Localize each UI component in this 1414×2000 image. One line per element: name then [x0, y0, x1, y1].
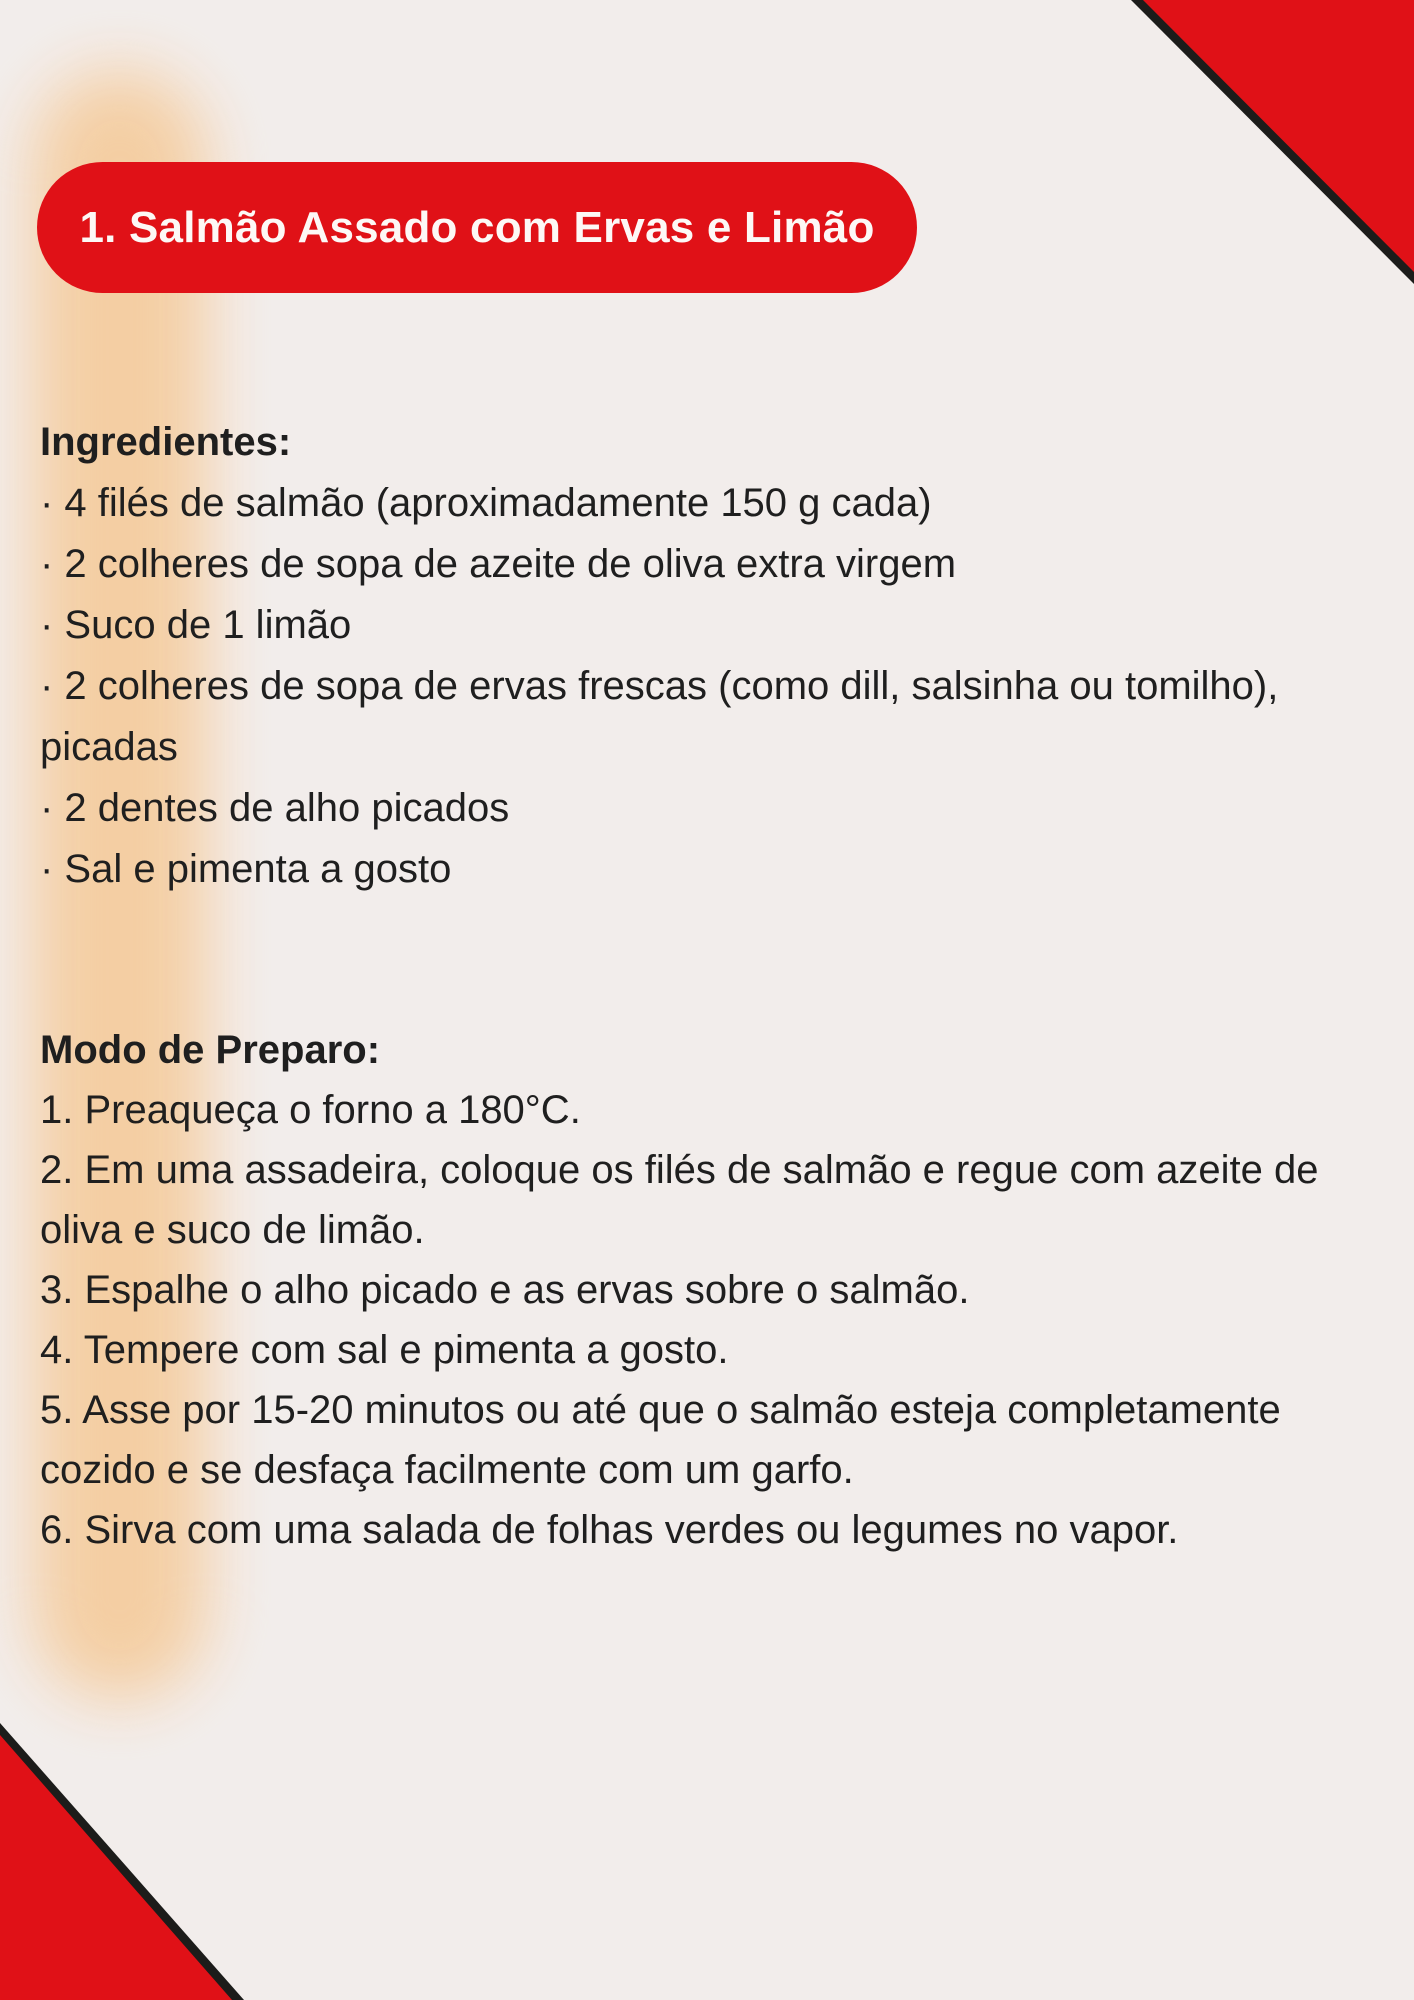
bottom-left-corner-decoration	[0, 1710, 260, 2000]
step-line: 3. Espalhe o alho picado e as ervas sobre o salmão.	[40, 1268, 970, 1312]
step-line: 2. Em uma assadeira, coloque os filés de salmão e regue com azeite de	[40, 1148, 1319, 1192]
step-line: 4. Tempere com sal e pimenta a gosto.	[40, 1328, 729, 1372]
ingredient-line: picadas	[40, 725, 178, 769]
ingredient-line: · 2 colheres de sopa de ervas frescas (como dill, salsinha ou tomilho),	[40, 664, 1279, 708]
recipe-title-banner	[37, 162, 917, 293]
ingredients-section	[40, 412, 1330, 900]
recipe-title: 1. Salmão Assado com Ervas e Limão	[79, 202, 875, 252]
preparation-header: Modo de Preparo:	[40, 1028, 381, 1072]
ingredient-line: · 2 dentes de alho picados	[40, 786, 510, 830]
step-line: 5. Asse por 15-20 minutos ou até que o salmão esteja completamente	[40, 1388, 1281, 1432]
step-line: 6. Sirva com uma salada de folhas verdes ou legumes no vapor.	[40, 1508, 1179, 1552]
corner-red-triangle	[0, 1735, 232, 2000]
ingredient-line: · 2 colheres de sopa de azeite de oliva extra virgem	[40, 542, 957, 586]
step-line: oliva e suco de limão.	[40, 1208, 425, 1252]
ingredient-line: · Sal e pimenta a gosto	[40, 847, 452, 891]
step-line: cozido e se desfaça facilmente com um garfo.	[40, 1448, 854, 1492]
ingredients-header: Ingredientes:	[40, 420, 292, 464]
preparation-section	[40, 1020, 1330, 1560]
step-line: 1. Preaqueça o forno a 180°C.	[40, 1088, 581, 1132]
ingredient-line: · Suco de 1 limão	[40, 603, 352, 647]
top-right-corner-decoration	[1114, 0, 1414, 300]
ingredient-line: · 4 filés de salmão (aproximadamente 150 g cada)	[40, 481, 932, 525]
